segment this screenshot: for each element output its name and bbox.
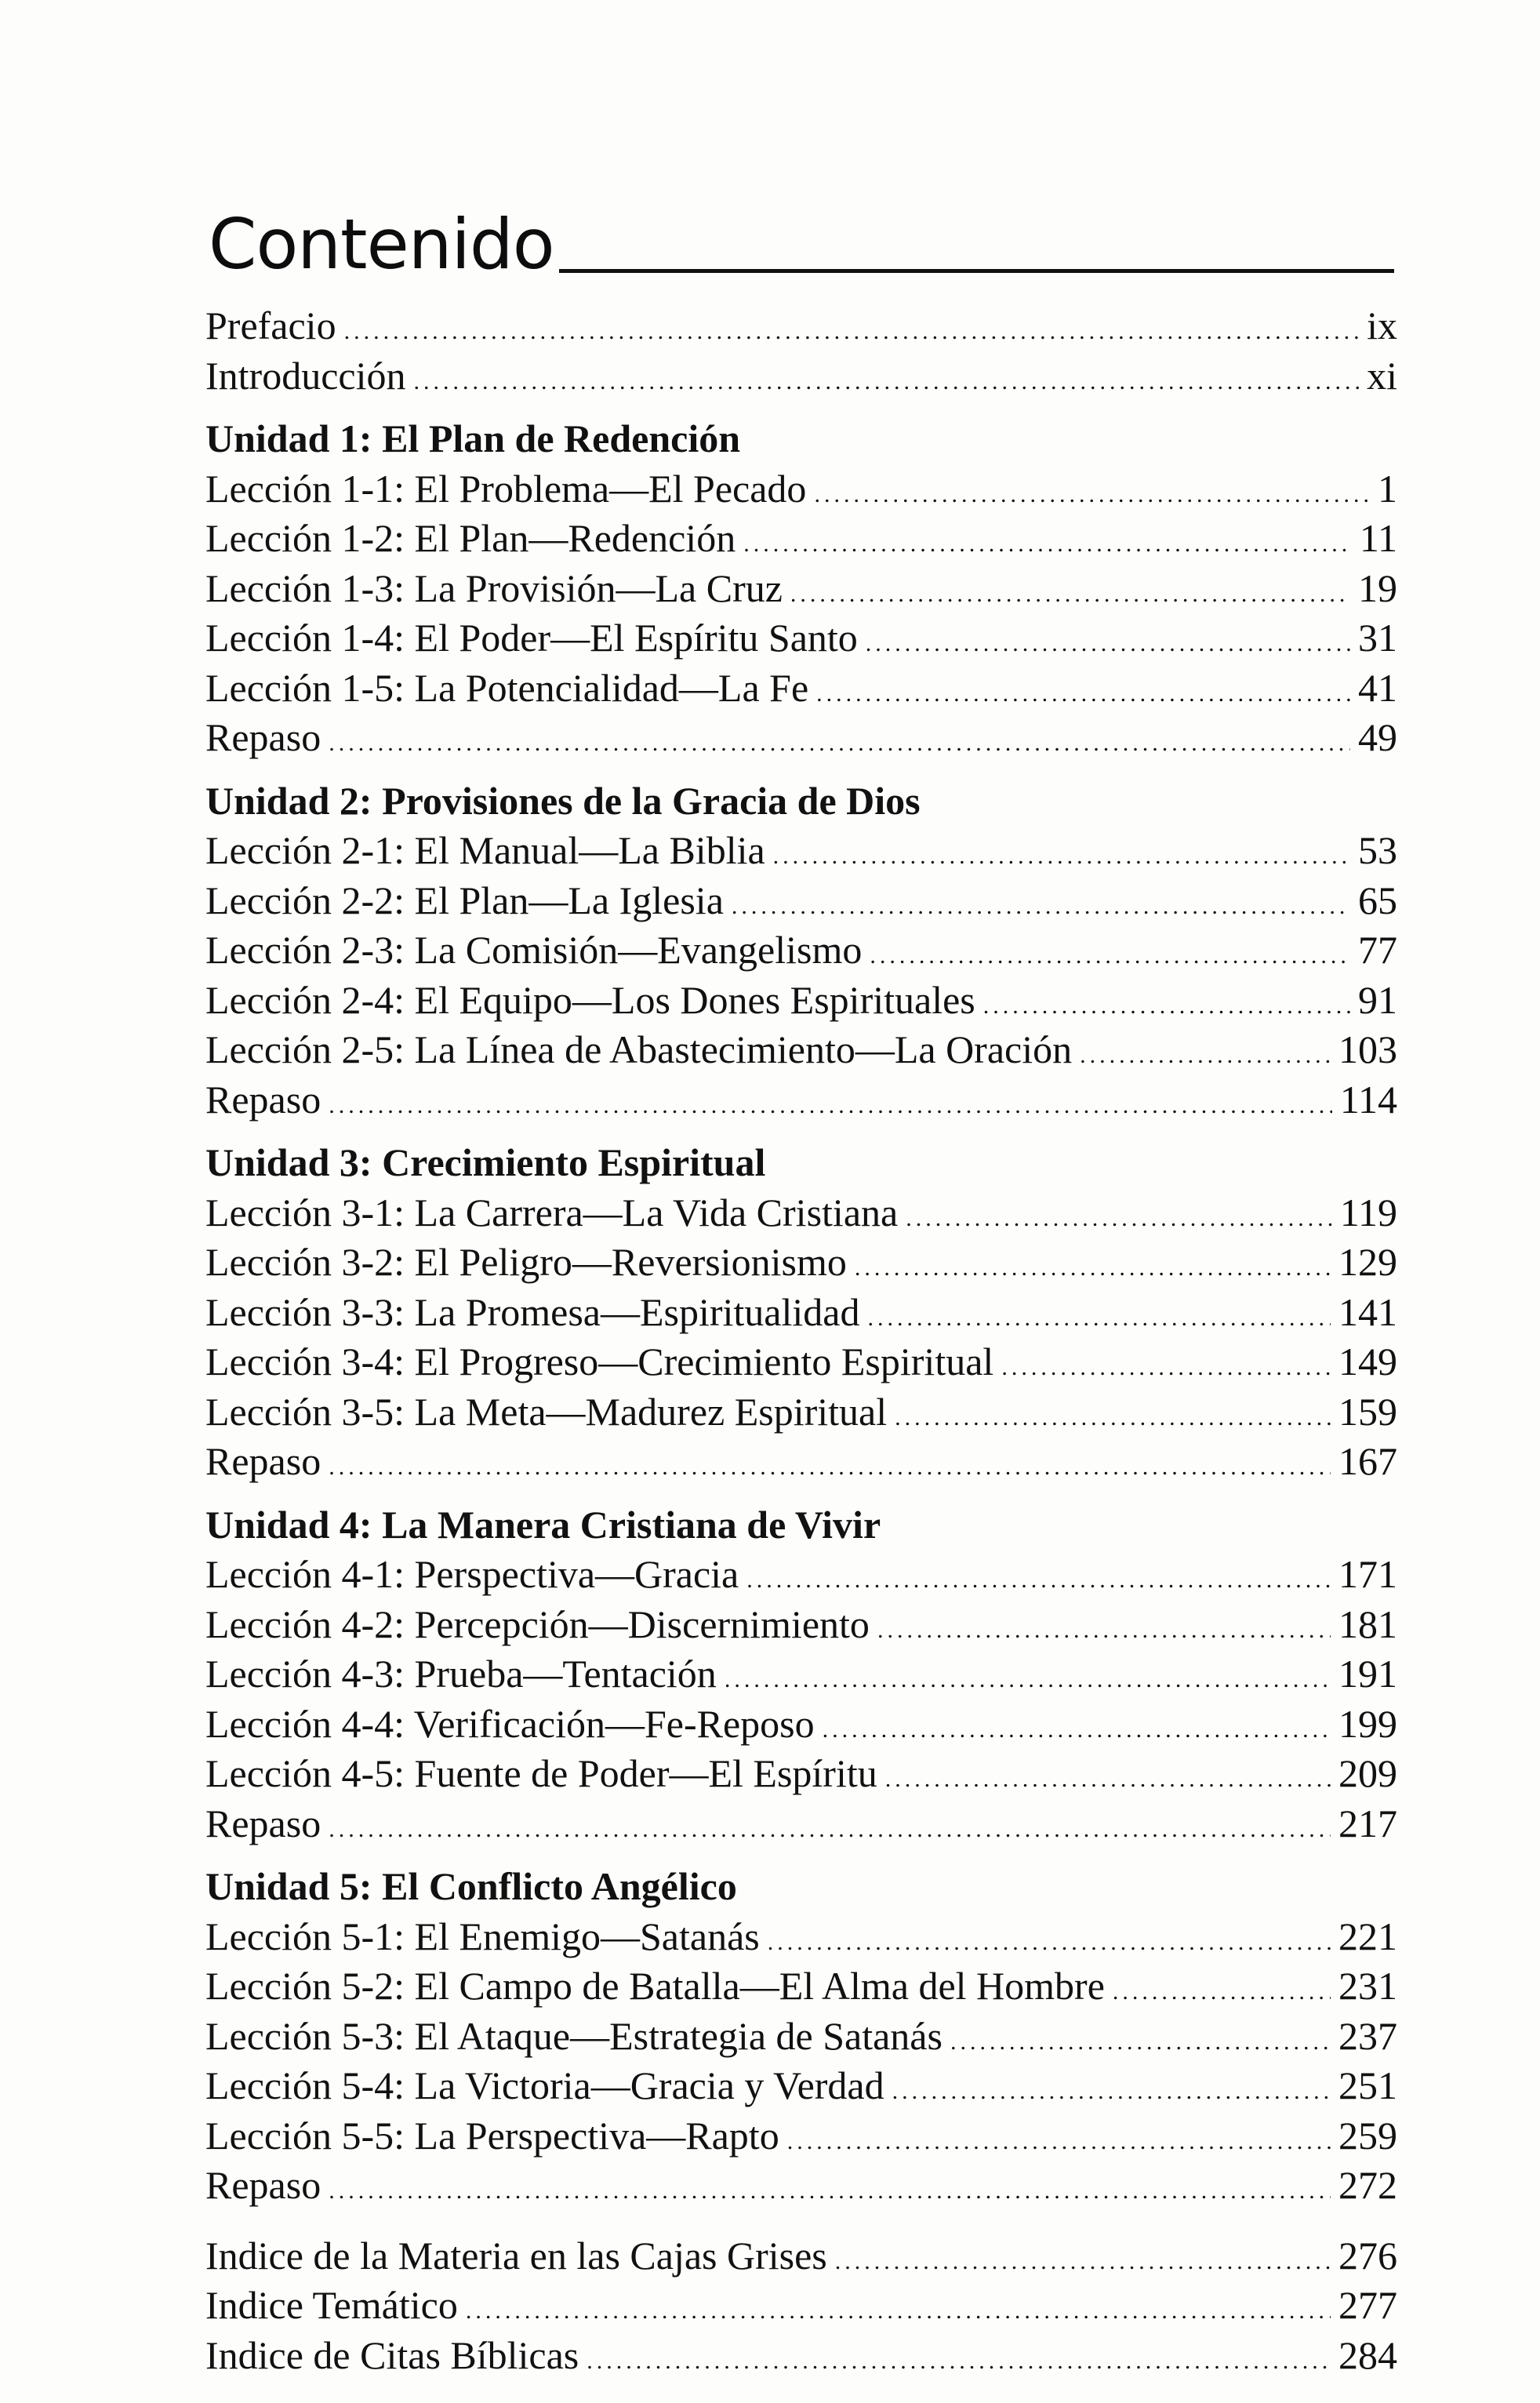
toc-entry-label: Repaso — [205, 2163, 321, 2207]
dot-leader — [816, 682, 1350, 706]
toc-entry — [205, 1188, 1397, 1238]
toc-entry — [205, 1387, 1397, 1438]
front-matter-section — [205, 301, 1397, 401]
toc-entry-label: Lección 1-1: El Problema—El Pecado — [205, 466, 807, 511]
toc-entry-label: Lección 3-5: La Meta—Madurez Espiritual — [205, 1389, 888, 1434]
dot-leader — [790, 583, 1350, 606]
toc-entry-label: Lección 2-1: El Manual—La Biblia — [205, 828, 765, 872]
toc-entry-repaso — [205, 1799, 1397, 1849]
toc-entry — [205, 1337, 1397, 1387]
toc-entry — [205, 826, 1397, 876]
toc-entry-page: 272 — [1338, 2163, 1397, 2207]
toc-entry-page: 159 — [1338, 1389, 1397, 1434]
toc-entry-page: 65 — [1358, 878, 1397, 922]
title-underline — [559, 269, 1394, 273]
dot-leader — [329, 2179, 1331, 2203]
toc-entry — [205, 663, 1397, 714]
toc-entry-label: Lección 2-3: La Comisión—Evangelismo — [205, 928, 863, 972]
dot-leader — [329, 732, 1350, 755]
dot-leader — [870, 944, 1350, 968]
toc-entry-page: 221 — [1338, 1914, 1397, 1958]
toc-entry — [205, 514, 1397, 564]
unit-3-section — [205, 1138, 1397, 1487]
toc-entry — [205, 1238, 1397, 1288]
toc-entry-label: Lección 3-4: El Progreso—Crecimiento Espiritual — [205, 1340, 994, 1383]
toc-entry-page: 103 — [1338, 1027, 1397, 1071]
toc-entry-label: Lección 4-1: Perspectiva—Gracia — [205, 1552, 739, 1596]
dot-leader — [466, 2299, 1331, 2323]
dot-leader — [835, 2250, 1331, 2274]
toc-entry — [205, 1700, 1397, 1750]
toc-entry — [205, 1288, 1397, 1338]
dot-leader — [413, 370, 1359, 394]
dot-leader — [344, 320, 1360, 344]
unit-1-section — [205, 414, 1397, 763]
dot-leader — [877, 1619, 1331, 1642]
toc-entry-page: 181 — [1338, 1601, 1397, 1646]
dot-leader — [787, 2130, 1331, 2154]
dot-leader — [866, 632, 1350, 656]
unit-4-section — [205, 1500, 1397, 1849]
toc-entry-label: Repaso — [205, 1801, 321, 1845]
toc-entry-label: Lección 4-2: Percepción—Discernimiento — [205, 1601, 870, 1646]
toc-entry-label: Lección 2-4: El Equipo—Los Dones Espirituales — [205, 977, 975, 1022]
toc-entry-page: 77 — [1358, 928, 1397, 972]
toc-entry — [205, 2111, 1397, 2161]
toc-entry-label: Introducción — [205, 353, 406, 398]
toc-entry-repaso — [205, 1075, 1397, 1125]
toc-entry-page: 49 — [1358, 715, 1397, 759]
toc-entry — [205, 1025, 1397, 1075]
toc-entry-label: Lección 3-1: La Carrera—La Vida Cristiana — [205, 1190, 899, 1234]
toc-entry-page: 284 — [1338, 2332, 1397, 2377]
unit-heading: Unidad 2: Provisiones de la Gracia de Dios — [205, 778, 921, 823]
dot-leader — [732, 895, 1350, 918]
unit-2-section — [205, 776, 1397, 1125]
toc-entry — [205, 976, 1397, 1026]
toc-entry-introduccion — [205, 351, 1397, 402]
dot-leader — [743, 533, 1352, 556]
dot-leader — [329, 1456, 1331, 1479]
toc-entry-label: Lección 5-4: La Victoria—Gracia y Verdad — [205, 2063, 884, 2107]
toc-entry-page: 217 — [1338, 1801, 1397, 1845]
toc-entry-page: 209 — [1338, 1751, 1397, 1795]
toc-entry-label: Indice de Citas Bíblicas — [205, 2332, 579, 2377]
toc-entry-label: Lección 2-5: La Línea de Abastecimiento—La Oración — [205, 1027, 1073, 1071]
toc-entry-label: Lección 4-3: Prueba—Tentación — [205, 1652, 717, 1696]
dot-leader — [725, 1668, 1331, 1692]
toc-entry — [205, 1749, 1397, 1799]
toc-entry-index — [205, 2231, 1397, 2281]
toc-entry — [205, 1912, 1397, 1962]
unit-heading: Unidad 4: La Manera Cristiana de Vivir — [205, 1502, 881, 1547]
toc-entry-index — [205, 2281, 1397, 2331]
toc-entry-label: Repaso — [205, 715, 321, 759]
toc-entry-page: 231 — [1338, 1964, 1397, 2008]
toc-entry — [205, 925, 1397, 976]
toc-entry-label: Lección 3-3: La Promesa—Espiritualidad — [205, 1289, 860, 1334]
dot-leader — [855, 1256, 1331, 1280]
toc-entry-page: xi — [1367, 353, 1397, 398]
dot-leader — [329, 1818, 1331, 1841]
toc-entry — [205, 1961, 1397, 2012]
toc-entry-page: 199 — [1338, 1701, 1397, 1746]
toc-entry-repaso — [205, 2161, 1397, 2211]
toc-entry-label: Lección 1-4: El Poder—El Espíritu Santo — [205, 616, 858, 660]
dot-leader — [814, 483, 1370, 507]
toc-entry — [205, 876, 1397, 926]
toc-entry-prefacio — [205, 301, 1397, 351]
unit-heading: Unidad 3: Crecimiento Espiritual — [205, 1140, 766, 1184]
toc-entry-index — [205, 2331, 1397, 2381]
toc-entry-label: Lección 2-2: El Plan—La Iglesia — [205, 878, 724, 922]
toc-entry — [205, 1649, 1397, 1700]
dot-leader — [768, 1931, 1331, 1954]
toc-entry-page: 41 — [1358, 665, 1397, 710]
toc-entry-page: 276 — [1338, 2233, 1397, 2278]
dot-leader — [746, 1569, 1331, 1592]
toc-entry-page: 259 — [1338, 2113, 1397, 2158]
toc-entry-page: 31 — [1358, 616, 1397, 660]
toc-entry-label: Repaso — [205, 1077, 321, 1122]
dot-leader — [867, 1307, 1331, 1330]
toc-entry-page: 19 — [1358, 565, 1397, 610]
toc-entry — [205, 613, 1397, 663]
toc-entry-label: Lección 4-5: Fuente de Poder—El Espíritu — [205, 1751, 877, 1795]
dot-leader — [1113, 1980, 1331, 2004]
toc-entry-page: 114 — [1339, 1077, 1397, 1122]
toc-entry-page: 277 — [1338, 2283, 1397, 2327]
toc-entry-label: Lección 5-1: El Enemigo—Satanás — [205, 1914, 760, 1958]
dot-leader — [885, 1768, 1331, 1791]
dot-leader — [906, 1207, 1332, 1231]
table-of-contents — [205, 301, 1397, 2380]
contents-header — [209, 193, 1394, 285]
unit-5-section — [205, 1862, 1397, 2211]
toc-entry-label: Lección 5-5: La Perspectiva—Rapto — [205, 2113, 779, 2158]
toc-entry-label: Lección 1-2: El Plan—Redención — [205, 516, 736, 560]
toc-entry-page: 167 — [1338, 1439, 1397, 1483]
toc-entry-label: Lección 3-2: El Peligro—Reversionismo — [205, 1240, 847, 1284]
toc-entry-page: 171 — [1338, 1552, 1397, 1596]
toc-entry — [205, 1600, 1397, 1650]
toc-entry — [205, 564, 1397, 614]
toc-entry-page: 141 — [1338, 1289, 1397, 1334]
toc-entry-page: 11 — [1359, 516, 1397, 560]
toc-entry-repaso — [205, 713, 1397, 763]
toc-entry — [205, 464, 1397, 514]
indexes-section — [205, 2231, 1397, 2381]
dot-leader — [983, 994, 1350, 1018]
toc-entry-repaso — [205, 1437, 1397, 1487]
dot-leader — [895, 1406, 1331, 1430]
dot-leader — [950, 2030, 1331, 2054]
dot-leader — [823, 1718, 1331, 1742]
toc-entry-page: 91 — [1358, 977, 1397, 1022]
toc-entry — [205, 1550, 1397, 1600]
toc-entry-page: 53 — [1358, 828, 1397, 872]
toc-entry — [205, 2061, 1397, 2111]
dot-leader — [587, 2350, 1331, 2373]
unit-heading: Unidad 5: El Conflicto Angélico — [205, 1864, 737, 1908]
dot-leader — [892, 2080, 1331, 2103]
toc-entry-label: Lección 1-5: La Potencialidad—La Fe — [205, 665, 809, 710]
unit-heading: Unidad 1: El Plan de Redención — [205, 416, 741, 460]
toc-entry-page: 251 — [1338, 2063, 1397, 2107]
toc-entry-label: Indice Temático — [205, 2283, 458, 2327]
toc-entry-page: 119 — [1339, 1190, 1397, 1234]
toc-entry-page: ix — [1367, 304, 1397, 347]
toc-entry-label: Indice de la Materia en las Cajas Grises — [205, 2233, 827, 2278]
dot-leader — [1001, 1356, 1331, 1380]
dot-leader — [1080, 1044, 1331, 1067]
toc-entry-label: Prefacio — [205, 304, 336, 347]
toc-entry-label: Lección 1-3: La Provisión—La Cruz — [205, 565, 783, 610]
toc-entry-page: 149 — [1338, 1340, 1397, 1383]
dot-leader — [773, 845, 1350, 868]
toc-entry-label: Repaso — [205, 1439, 321, 1483]
page-title: Contenido — [209, 204, 554, 285]
toc-entry-label: Lección 4-4: Verificación—Fe-Reposo — [205, 1701, 815, 1746]
toc-entry-label: Lección 5-3: El Ataque—Estrategia de Satanás — [205, 2013, 943, 2058]
toc-entry-page: 1 — [1378, 466, 1397, 511]
dot-leader — [329, 1094, 1332, 1118]
toc-entry-page: 191 — [1338, 1652, 1397, 1696]
toc-entry — [205, 2012, 1397, 2062]
toc-entry-page: 129 — [1338, 1240, 1397, 1284]
toc-entry-page: 237 — [1338, 2013, 1397, 2058]
toc-entry-label: Lección 5-2: El Campo de Batalla—El Alma del Hombre — [205, 1964, 1105, 2008]
